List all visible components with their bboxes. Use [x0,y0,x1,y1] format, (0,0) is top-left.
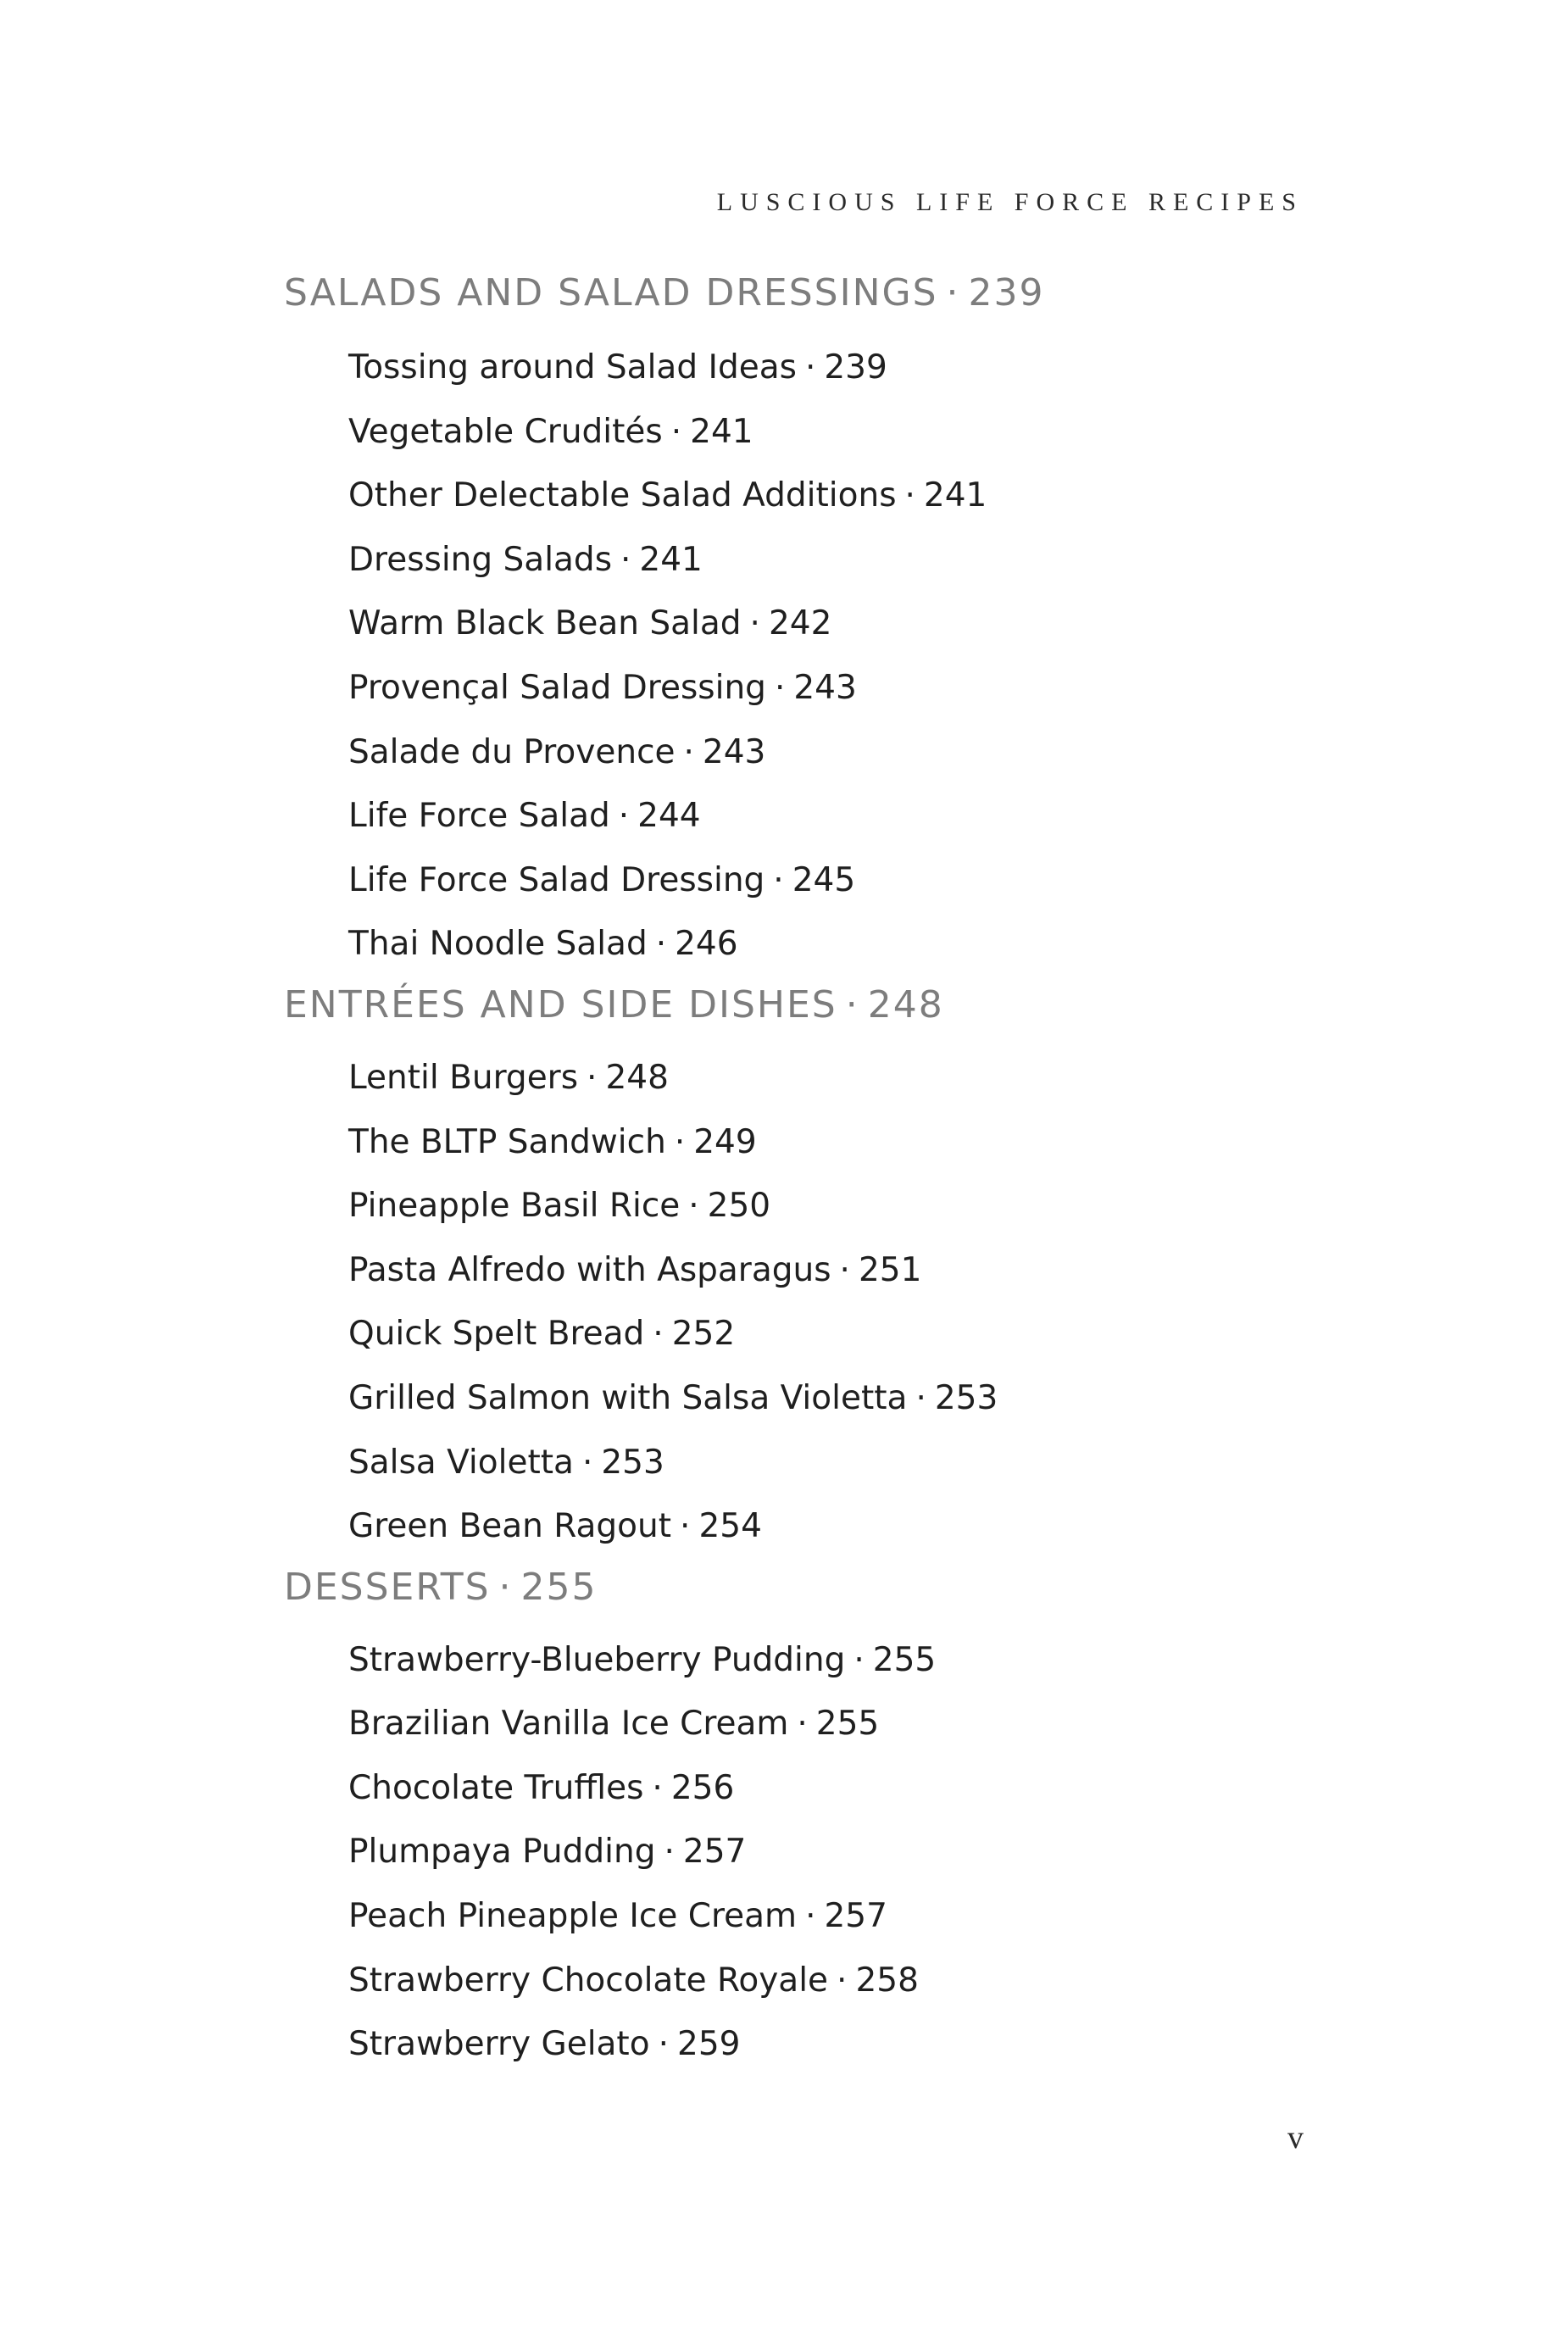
separator-dot: · [658,2025,669,2064]
toc-entry[interactable] [348,1628,1343,1693]
entry-page-number: 257 [682,1833,747,1872]
toc-section-desserts [284,1559,1343,2077]
entry-page-number: 243 [793,668,857,707]
toc-entry[interactable] [348,1884,1343,1949]
entry-title: Strawberry Chocolate Royale [348,1961,829,2000]
separator-dot: · [773,860,784,899]
entry-page-number: 258 [855,1961,919,2000]
separator-dot: · [915,1378,926,1417]
separator-dot: · [664,1833,675,1872]
entry-title: Strawberry Gelato [348,2025,650,2064]
toc-entry[interactable] [348,720,1343,785]
entry-page-number: 259 [677,2025,741,2064]
entry-title: Thai Noodle Salad [348,925,648,964]
entry-page-number: 250 [707,1187,771,1226]
section-page-number: 248 [867,982,944,1026]
toc-entry[interactable] [348,1756,1343,1821]
entry-title: Life Force Salad Dressing [348,860,765,899]
entry-title: Warm Black Bean Salad [348,604,742,643]
toc-entry[interactable] [348,1174,1343,1238]
entry-page-number: 244 [637,797,701,836]
toc-entry[interactable] [348,1949,1343,2013]
toc-entry[interactable] [348,1046,1343,1110]
separator-dot: · [587,1058,598,1097]
separator-dot: · [652,1768,663,1807]
separator-dot: · [498,1565,513,1609]
separator-dot: · [774,668,786,707]
entry-title: Other Delectable Salad Additions [348,476,897,515]
entry-title: Provençal Salad Dressing [348,668,766,707]
entry-title: Green Bean Ragout [348,1507,672,1546]
toc-entry[interactable] [348,464,1343,528]
entry-title: Tossing around Salad Ideas [348,348,797,387]
entry-list [284,1628,1343,2077]
entry-title: Chocolate Truffles [348,1768,644,1807]
toc-entry[interactable] [348,1110,1343,1175]
toc-entry[interactable] [348,1302,1343,1366]
toc-entry[interactable] [348,2012,1343,2077]
entry-page-number: 254 [698,1507,762,1546]
entry-page-number: 249 [693,1122,757,1161]
separator-dot: · [946,271,960,314]
section-page-number: 239 [968,271,1045,314]
toc-entry[interactable] [348,1366,1343,1431]
entry-title: Salade du Provence [348,732,676,771]
toc-entry[interactable] [348,1820,1343,1884]
toc-entry[interactable] [348,912,1343,976]
entry-title: Pasta Alfredo with Asparagus [348,1250,831,1289]
section-title: SALADS AND SALAD DRESSINGS [284,271,938,314]
entry-title: Salsa Violetta [348,1443,574,1482]
separator-dot: · [683,732,694,771]
separator-dot: · [904,476,915,515]
entry-page-number: 239 [824,348,887,387]
toc-entry[interactable] [348,1431,1343,1495]
entry-page-number: 246 [675,925,738,964]
entry-title: Plumpaya Pudding [348,1833,656,1872]
entry-page-number: 241 [639,540,703,579]
entry-list [284,336,1343,976]
entry-page-number: 251 [858,1250,922,1289]
toc-entry[interactable] [348,1692,1343,1756]
entry-page-number: 242 [768,604,832,643]
separator-dot: · [674,1122,686,1161]
entry-title: Brazilian Vanilla Ice Cream [348,1705,789,1744]
entry-page-number: 243 [702,732,766,771]
entry-title: Pineapple Basil Rice [348,1187,681,1226]
entry-title: Grilled Salmon with Salsa Violetta [348,1378,908,1417]
separator-dot: · [618,797,630,836]
separator-dot: · [653,1315,664,1354]
separator-dot: · [845,982,859,1026]
separator-dot: · [620,540,631,579]
toc-entry[interactable] [348,784,1343,848]
toc-section-salads [284,264,1343,976]
separator-dot: · [749,604,760,643]
separator-dot: · [839,1250,850,1289]
entry-page-number: 257 [824,1897,887,1936]
separator-dot: · [680,1507,691,1546]
entry-title: Life Force Salad [348,797,610,836]
entry-title: Dressing Salads [348,540,613,579]
section-title: ENTRÉES AND SIDE DISHES [284,982,837,1026]
running-head: LUSCIOUS LIFE FORCE RECIPES [716,188,1304,216]
separator-dot: · [804,348,816,387]
entry-title: The BLTP Sandwich [348,1122,666,1161]
entry-title: Vegetable Crudités [348,412,663,451]
section-title: DESSERTS [284,1565,491,1609]
entry-page-number: 252 [671,1315,736,1354]
entry-page-number: 245 [792,860,856,899]
section-page-number: 255 [520,1565,598,1609]
entry-page-number: 255 [872,1640,937,1679]
entry-page-number: 241 [690,412,753,451]
toc-entry[interactable] [348,592,1343,656]
separator-dot: · [797,1705,808,1744]
entry-page-number: 241 [923,476,987,515]
toc-section-entrees [284,976,1343,1559]
separator-dot: · [854,1640,865,1679]
toc-entry[interactable] [348,336,1343,400]
section-heading [284,976,1343,1046]
entry-page-number: 255 [815,1705,880,1744]
entry-page-number: 253 [601,1443,664,1482]
separator-dot: · [670,412,682,451]
entry-title: Strawberry-Blueberry Pudding [348,1640,846,1679]
page-number-folio: v [1287,2120,1304,2156]
separator-dot: · [805,1897,816,1936]
entry-title: Lentil Burgers [348,1058,579,1097]
entry-page-number: 248 [605,1058,669,1097]
separator-dot: · [581,1443,593,1482]
entry-list [284,1046,1343,1559]
entry-page-number: 253 [934,1378,998,1417]
toc-entry[interactable] [348,848,1343,913]
entry-page-number: 256 [670,1768,735,1807]
toc-entry[interactable] [348,400,1343,465]
toc-entry[interactable] [348,1494,1343,1559]
separator-dot: · [655,925,667,964]
separator-dot: · [837,1961,848,2000]
entry-title: Peach Pineapple Ice Cream [348,1897,798,1936]
toc-entry[interactable] [348,528,1343,592]
section-heading [284,1559,1343,1628]
separator-dot: · [688,1187,699,1226]
toc-entry[interactable] [348,1238,1343,1303]
entry-title: Quick Spelt Bread [348,1315,645,1354]
table-of-contents [284,264,1343,2077]
section-heading [284,264,1343,336]
toc-entry[interactable] [348,656,1343,720]
